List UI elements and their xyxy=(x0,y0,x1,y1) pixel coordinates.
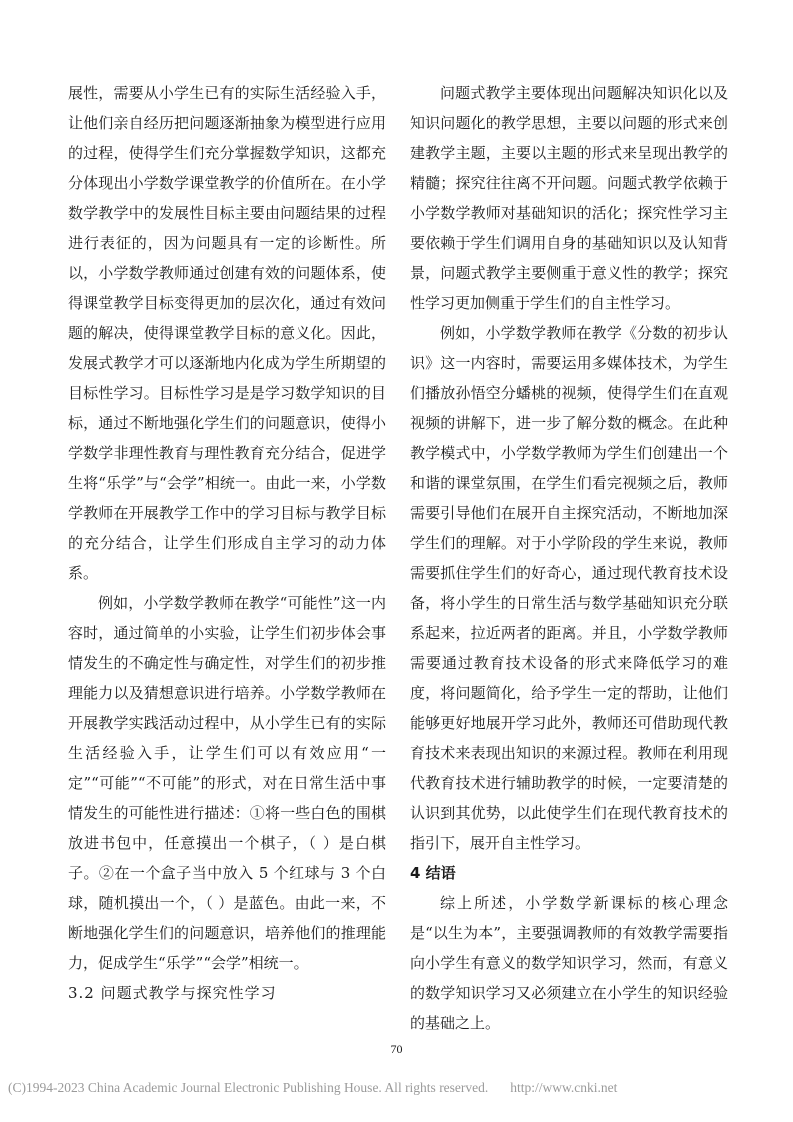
copyright-text: (C)1994-2023 China Academic Journal Electronic Publishing House. All rights reserved. xyxy=(8,1080,489,1095)
section-heading: 3.2 问题式教学与探究性学习 xyxy=(68,984,277,1002)
footer-url[interactable]: http://www.cnki.net xyxy=(510,1080,618,1095)
paragraph: 问题式教学主要体现出问题解决知识化以及知识问题化的教学思想，主要以问题的形式来创建教学主题，主要以主题的形式来呈现出教学的精髓；探究往往离不开问题。问题式教学依赖于小学数学教师对基础知识的活化；探究性学习主要依赖于学生们调用自身的基础知识以及认知背景，问题式教学主要侧重于意义性的教学；探究性学习更加侧重于学生们的自主性学习。 xyxy=(410,84,728,312)
page-number: 70 xyxy=(390,1042,403,1056)
section-heading: 4 结语 xyxy=(410,864,456,882)
right-column xyxy=(410,78,728,1038)
paragraph: 例如，小学数学教师在教学“可能性”这一内容时，通过简单的小实验，让学生们初步体会事情发生的不确定性与确定性，对学生们的初步推理能力以及猜想意识进行培养。小学数学教师在开展教学实践活动过程中，从小学生已有的实际生活经验入手，让学生们可以有效应用“一定”“可能”“不可能”的形式，对在日常生活中事情发生的可能性进行描述：①将一些白色的围棋放进书包中，任意摸出一个棋子，（ ）是白棋子。②在一个盒子当中放入 5 个红球与 3 个白球，随机摸出一个，（ ）是蓝色。由此一来，不断地强化学生们的问题意识，培养他们的推理能力，促成学生“乐学”“会学”相统一。 xyxy=(68,594,386,972)
left-column xyxy=(68,78,386,1008)
paragraph: 展性，需要从小学生已有的实际生活经验入手，让他们亲自经历把问题逐渐抽象为模型进行应用的过程，使得学生们充分掌握数学知识，这都充分体现出小学数学课堂教学的价值所在。在小学数学教学中的发展性目标主要由问题结果的过程进行表征的，因为问题具有一定的诊断性。所以，小学数学教师通过创建有效的问题体系，使得课堂教学目标变得更加的层次化，通过有效问题的解决，使得课堂教学目标的意义化。因此，发展式教学才可以逐渐地内化成为学生所期望的目标性学习。目标性学习是是学习数学知识的目标，通过不断地强化学生们的问题意识，使得小学数学非理性教育与理性教育充分结合，促进学生将“乐学”与“会学”相统一。由此一来，小学数学教师在开展教学工作中的学习目标与教学目标的充分结合，让学生们形成自主学习的动力体系。 xyxy=(68,84,386,582)
footer xyxy=(8,1080,788,1096)
paragraph: 综上所述，小学数学新课标的核心理念是“以生为本”，主要强调教师的有效教学需要指向小学生有意义的数学知识学习，然而，有意义的数学知识学习又必须建立在小学生的知识经验的基础之上。 xyxy=(410,894,728,1032)
paragraph: 例如，小学数学教师在教学《分数的初步认识》这一内容时，需要运用多媒体技术，为学生们播放孙悟空分蟠桃的视频，使得学生们在直观视频的讲解下，进一步了解分数的概念。在此种教学模式中，小学数学教师为学生们创建出一个和谐的课堂氛围，在学生们看完视频之后，教师需要引导他们在展开自主探究活动，不断地加深学生们的理解。对于小学阶段的学生来说，教师需要抓住学生们的好奇心，通过现代教育技术设备，将小学生的日常生活与数学基础知识充分联系起来，拉近两者的距离。并且，小学数学教师需要通过教育技术设备的形式来降低学习的难度，将问题简化，给予学生一定的帮助，让他们能够更好地展开学习此外，教师还可借助现代教育技术来表现出知识的来源过程。教师在利用现代教育技术进行辅助教学的时候，一定要清楚的认识到其优势，以此使学生们在现代教育技术的指引下，展开自主性学习。 xyxy=(410,324,728,852)
